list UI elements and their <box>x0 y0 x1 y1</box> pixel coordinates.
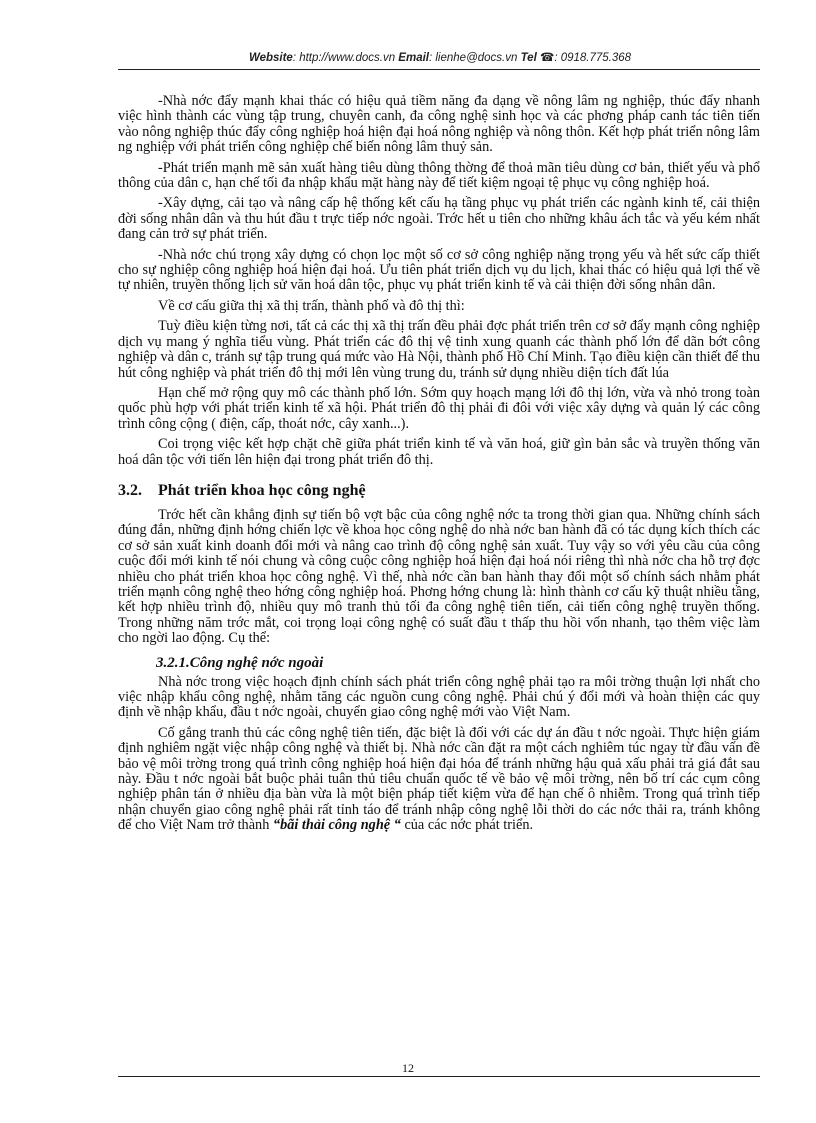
paragraph: Nhà nớc trong việc hoạch định chính sách phát triển công nghệ phải tạo ra môi trờng thuận lợi nhất cho việc nhập khẩu công nghệ, nhằm tăng các nguồn cung công nghệ. Phải chú ý đổi mới và hoàn thiện các quy định về nhập khẩu, đầu t nớc ngoài, chuyển giao công nghệ mới vào Việt Nam. <box>118 673 760 721</box>
paragraph: Hạn chế mở rộng quy mô các thành phố lớn. Sớm quy hoạch mạng lới đô thị lớn, vừa và nhỏ trong toàn quốc phù hợp với phát triển kinh tế xã hội. Phát triển đô thị phải đi đôi với việc xây dựng và quản lý các công trình công cộng ( điện, cấp, thoát nớc, cây xanh...). <box>118 384 760 432</box>
phone-icon: ☎ <box>539 52 555 64</box>
page-number: 12 <box>402 1061 414 1075</box>
paragraph: Tuỳ điều kiện từng nơi, tất cả các thị xã thị trấn đều phải đợc phát triển trên cơ sở đẩy mạnh công nghiệp dịch vụ mang ý nghĩa tiểu vùng. Phát triển các đô thị vệ tinh xung quanh các thành phố lớn để dãn bớt công nghiệp và dân c, tránh sự tập trung quá mức vào Hà Nội, thành phố Hồ Chí Minh. Tạo điều kiện cần thiết để thu hút công nghiệp và phát triển đô thị mới lên vùng trung du, tránh sử dụng nhiều diện tích đất lúa <box>118 318 760 381</box>
page-body <box>118 94 760 839</box>
subsection-heading: 3.2.1.Công nghệ nớc ngoài <box>156 654 324 671</box>
website-value: : http://www.docs.vn <box>292 52 396 64</box>
paragraph: -Nhà nớc chú trọng xây dựng có chọn lọc một số cơ sở công nghiệp nặng trọng yếu và hết sức cấp thiết cho sự nghiệp công nghiệp hoá hiện đại hoá. Ưu tiên phát triển dịch vụ du lịch, khai thác có hiệu quả lợi thế về tự nhiên, truyền thống lịch sử văn hoá dân tộc, phục vụ phát triển kinh tế và cải thiện đời sống nhân dân. <box>118 246 760 294</box>
paragraph: Về cơ cấu giữa thị xã thị trấn, thành phố và đô thị thì: <box>158 297 465 314</box>
header-rule <box>118 69 760 70</box>
tel-value: : 0918.775.368 <box>554 52 632 64</box>
section-heading <box>118 482 760 500</box>
paragraph: -Xây dựng, cải tạo và nâng cấp hệ thống kết cấu hạ tầng phục vụ phát triển các ngành kinh tế, cải thiện đời sống nhân dân và thu hút đầu t trực tiếp nớc ngoài. Trớc hết u tiên cho những khâu ách tắc và yếu kém nhất đang cản trở sự phát triển. <box>118 195 760 243</box>
paragraph-text: Cố gắng tranh thủ các công nghệ tiên tiến, đặc biệt là đối với các dự án đầu t nớc ngoài. Thực hiện giám định nghiêm ngặt việc nhập công nghệ và thiết bị. Nhà nớc cần đặt ra một cách nghiêm túc ngay từ đầu vấn đề bảo vệ môi trờng trong quá trình công nghiệp hoá hiện đại hóa để tránh những hậu quả xấu phải trả giá đắt sau này. Đầu t nớc ngoài bắt buộc phải tuân thủ tiêu chuẩn quốc tế về bảo vệ môi trờng, nên bố trí các cụm công nghiệp phân tán ở nhiều địa bàn vừa là một biện pháp tiết kiệm vừa để hạn chế ô nhiễm. Trong quá trình tiếp nhận chuyển giao công nghệ phải rất tỉnh táo để tránh nhập công nghệ lỗi thời do các nớc thải ra, tránh không để cho Việt Nam trở thành <box>118 724 760 834</box>
open-quote: “ <box>272 817 281 834</box>
quoted-phrase: bãi thải công nghệ <box>280 817 391 834</box>
email-value: : lienhe@docs.vn <box>428 52 518 64</box>
section-title: Phát triển khoa học công nghệ <box>158 481 366 499</box>
paragraph: -Phát triển mạnh mẽ sản xuất hàng tiêu dùng thông thờng để thoả mãn tiêu dùng cơ bản, thiết yếu và phổ thông của dân c, hạn chế tối đa nhập khẩu mặt hàng này để tiết kiệm ngoại tệ phục vụ công nghiệp hoá. <box>118 159 760 192</box>
paragraph-with-quote <box>118 726 760 834</box>
tel-label: Tel <box>520 52 537 64</box>
section-number: 3.2. <box>118 481 142 499</box>
close-quote: “ <box>393 817 401 834</box>
paragraph-tail: của các nớc phát triển. <box>404 817 534 834</box>
paragraph: -Nhà nớc đẩy mạnh khai thác có hiệu quả tiềm năng đa dạng về nông lâm ng nghiệp, thúc đẩy nhanh việc hình thành các vùng tập trung, chuyên canh, đa công nghệ sinh học và các phơng pháp canh tác tiên tiến vào nông nghiệp thúc đẩy công nghiệp hoá hiện đại hoá nông nghiệp và nông thôn. Kết hợp phát triển nông lâm ng nghiệp với phát triển công nghiệp chế biến nông lâm thuỷ sản. <box>118 93 760 156</box>
website-label: Website <box>248 52 293 64</box>
paragraph: Coi trọng việc kết hợp chặt chẽ giữa phát triển kinh tế và văn hoá, giữ gìn bản sắc và truyền thống văn hoá dân tộc với tiến lên hiện đại trong phát triển đô thị. <box>118 436 760 468</box>
email-label: Email <box>398 52 429 64</box>
paragraph: Trớc hết cần khẳng định sự tiến bộ vợt bậc của công nghệ nớc ta trong thời gian qua. Những chính sách đúng đắn, những định hớng chiến lợc về khoa học công nghệ do nhà nớc ban hành đã có tác dụng kích thích các cơ sở sản xuất kinh doanh đổi mới và nâng cao trình độ công nghệ sản xuất. Tuy vậy so với yêu cầu của công cuộc đổi mới kinh tế nói chung và công cuộc công nghiệp hoá hiện đại hoá nói riêng thì nhà nớc cha hỗ trợ đợc nhiều cho phát triển khoa học công nghệ. Vì thế, nhà nớc cần ban hành thay đổi một số chính sách nhằm phát triển mạnh công nghệ theo hớng công nghiệp hoá. Phơng hớng chung là: hình thành cơ cấu kỹ thuật nhiều tầng, kết hợp nhiều trình độ, nhiều quy mô tranh thủ tối đa công nghệ tiên tiến, cải tiến công nghệ truyền thống. Trong những năm trớc mắt, coi trọng loại công nghệ có suất đầu t thấp thu hồi vốn nhanh, tạo thêm việc làm cho ngời lao động. Cụ thể: <box>118 506 760 647</box>
page-header <box>120 50 760 64</box>
footer-rule <box>118 1076 760 1077</box>
